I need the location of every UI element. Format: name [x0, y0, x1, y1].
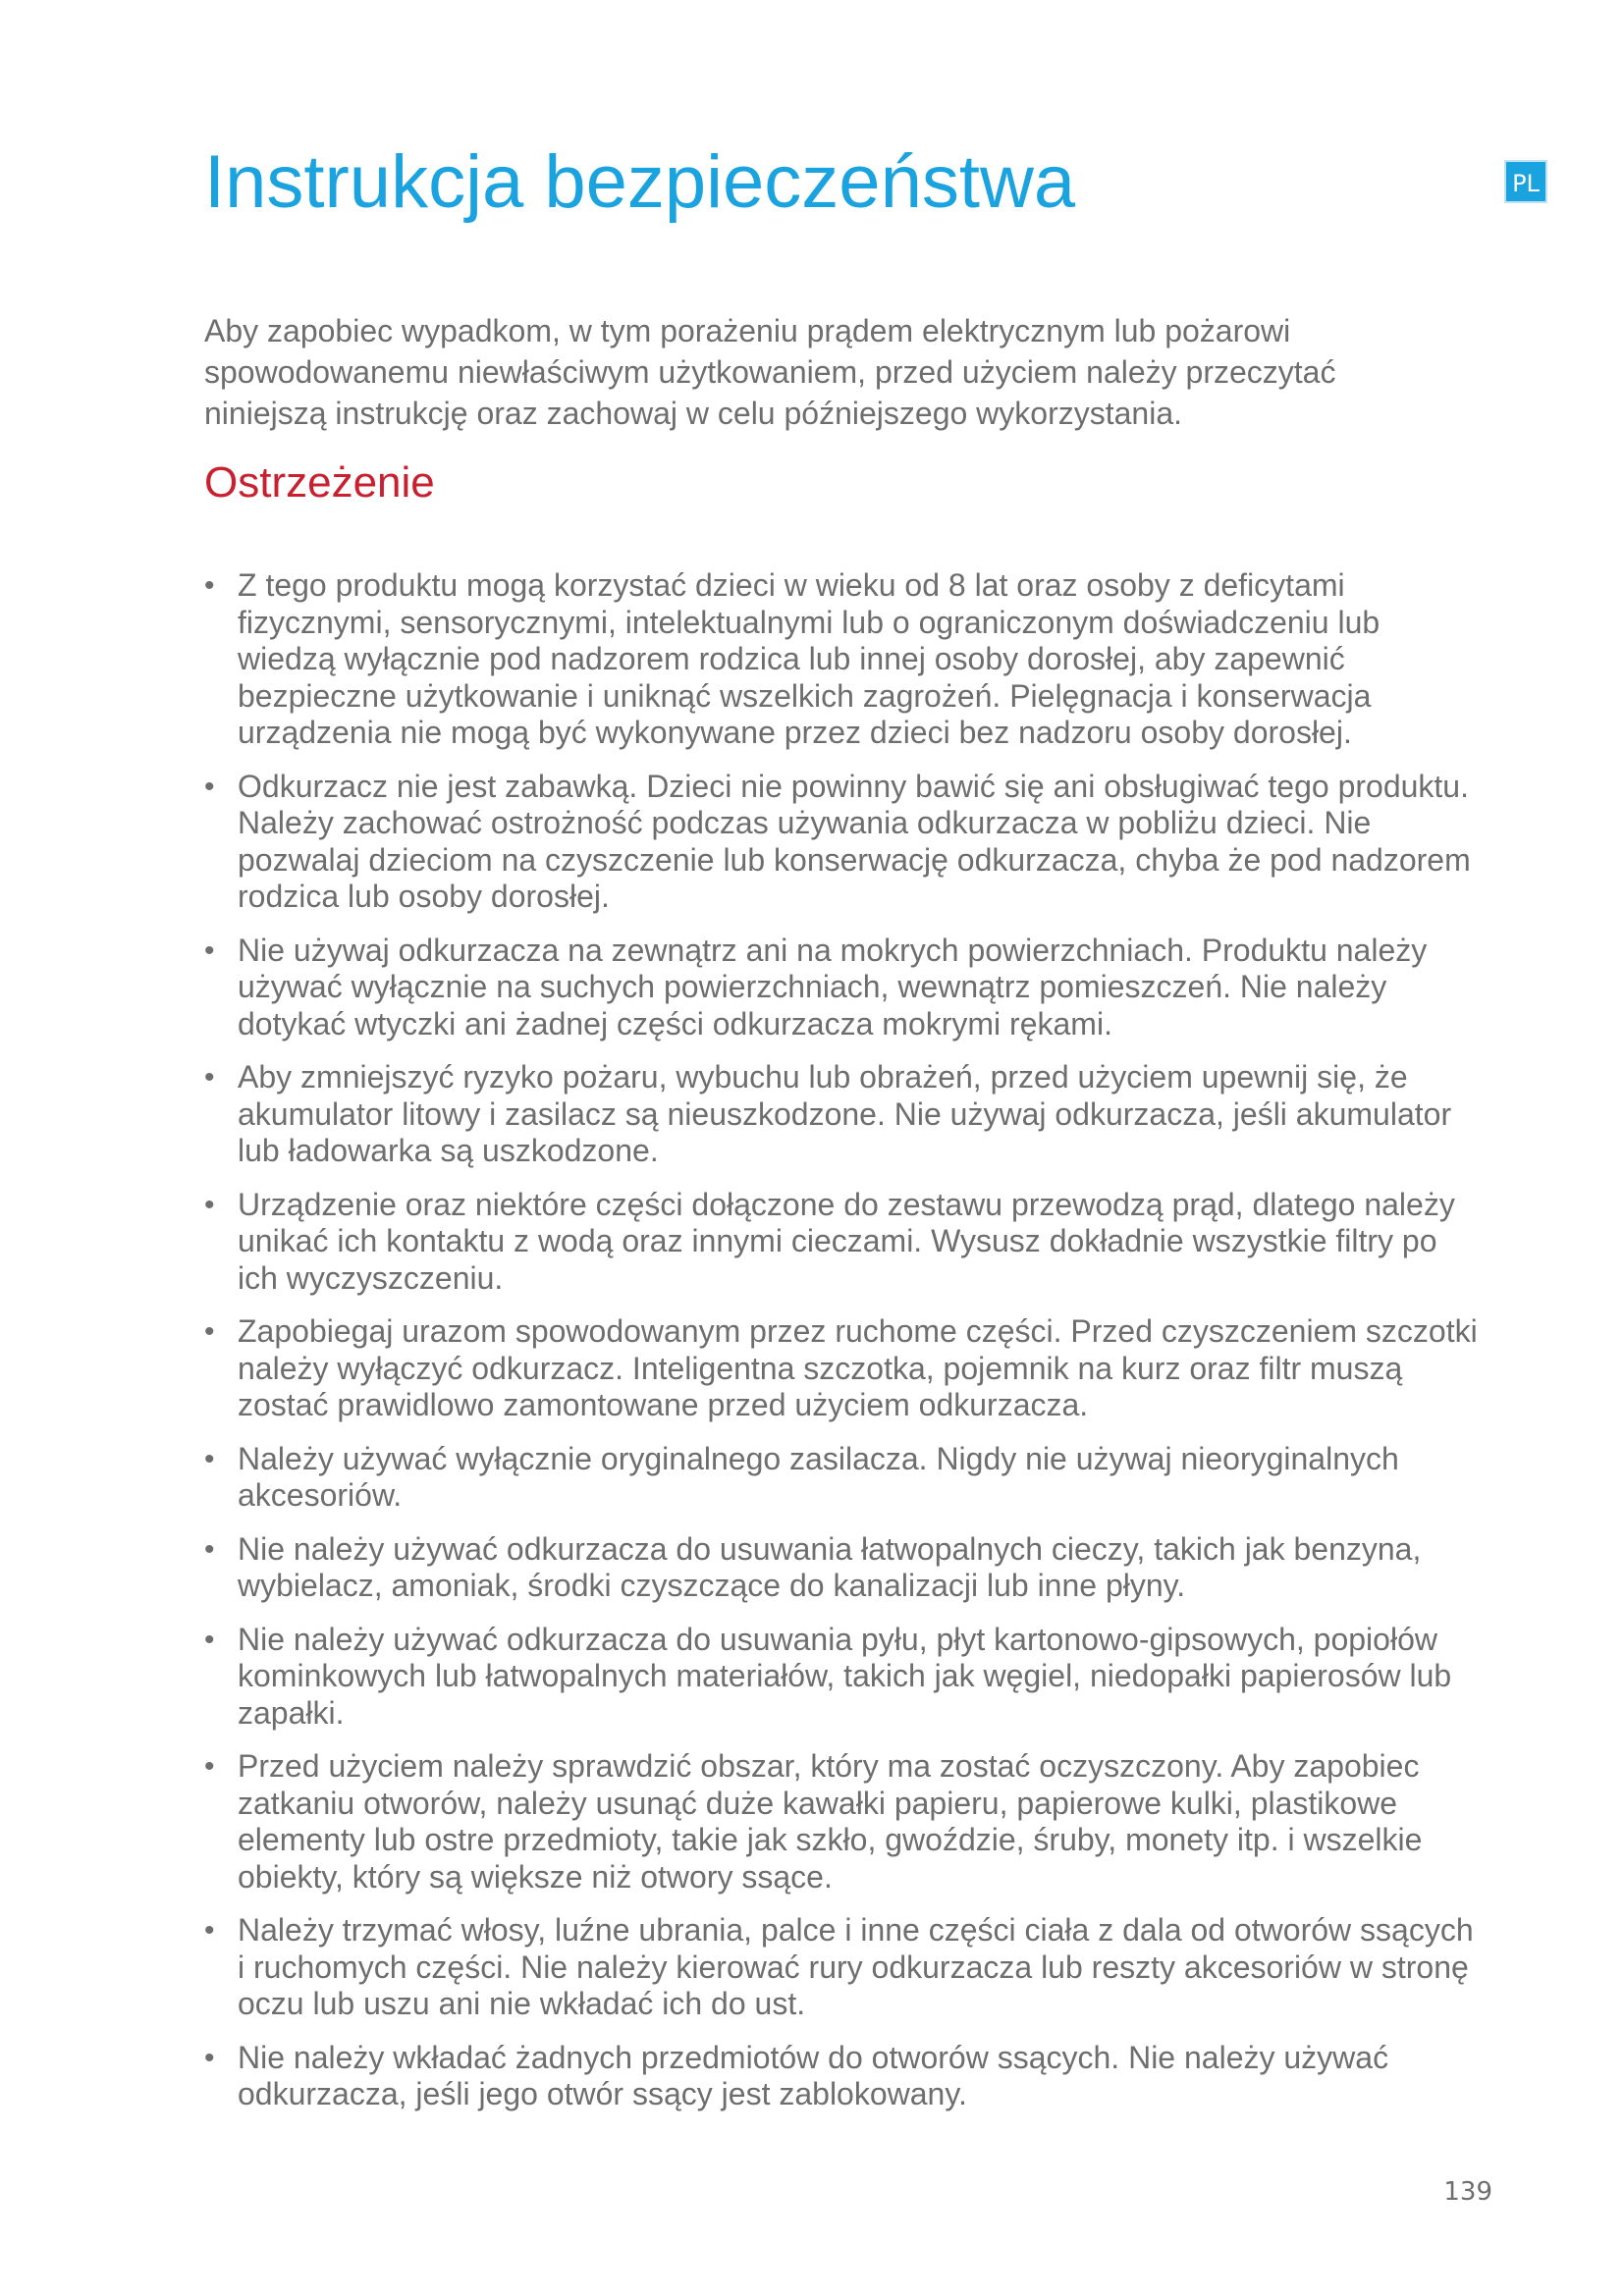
bullet-icon: • — [204, 1914, 215, 1947]
warning-item — [204, 1748, 1481, 1896]
warning-text: Z tego produktu mogą korzystać dzieci w wieku od 8 lat oraz osoby z deficytami fizycznymi, sensorycznymi, intelektualnymi lub o ograniczonym doświadczeniu lub wiedzą wyłącznie pod nadzorem rodzica lub innej osoby dorosłej, aby zapewnić bezpieczne użytkowanie i uniknąć wszelkich zagrożeń. Pielęgnacja i konserwacja urządzenia nie mogą być wykonywane przez dzieci bez nadzoru osoby dorosłej. — [238, 567, 1380, 750]
warning-item — [204, 567, 1481, 752]
bullet-icon: • — [204, 1532, 215, 1566]
warning-text: Nie należy wkładać żadnych przedmiotów do otworów ssących. Nie należy używać odkurzacza, jeśli jego otwór ssący jest zablokowany. — [238, 2039, 1389, 2111]
bullet-icon: • — [204, 1061, 215, 1094]
bullet-icon: • — [204, 569, 215, 602]
warning-text: Zapobiegaj urazom spowodowanym przez ruchome części. Przed czyszczeniem szczotki należy wyłączyć odkurzacz. Inteligentna szczotka, pojemnik na kurz oraz filtr muszą zostać prawidlowo zamontowane przed użyciem odkurzacza. — [238, 1313, 1478, 1422]
warning-item — [204, 1622, 1481, 1733]
warning-text: Należy używać wyłącznie oryginalnego zasilacza. Nigdy nie używaj nieoryginalnych akcesoriów. — [238, 1440, 1399, 1513]
warning-text: Przed użyciem należy sprawdzić obszar, który ma zostać oczyszczony. Aby zapobiec zatkaniu otworów, należy usunąć duże kawałki papieru, papierowe kulki, plastikowe elementy lub ostre przedmioty, takie jak szkło, gwoździe, śruby, monety itp. i wszelkie obiekty, który są większe niż otwory ssące. — [238, 1748, 1423, 1895]
warning-text: Nie używaj odkurzacza na zewnątrz ani na mokrych powierzchniach. Produktu należy używać wyłącznie na suchych powierzchniach, wewnątrz pomieszczeń. Nie należy dotykać wtyczki ani żadnej części odkurzacza mokrymi rękami. — [238, 932, 1428, 1041]
warning-item — [204, 933, 1481, 1043]
page-title: Instrukcja bezpieczeństwa — [204, 140, 1076, 224]
warning-item — [204, 1313, 1481, 1424]
warning-item — [204, 769, 1481, 916]
bullet-icon: • — [204, 1188, 215, 1221]
warning-item — [204, 2040, 1481, 2113]
warning-item — [204, 1187, 1481, 1298]
bullet-icon: • — [204, 1750, 215, 1783]
warning-item — [204, 1531, 1481, 1605]
page-number: 139 — [1443, 2177, 1492, 2207]
warning-item — [204, 1059, 1481, 1170]
bullet-icon: • — [204, 2041, 215, 2074]
intro-paragraph: Aby zapobiec wypadkom, w tym porażeniu prądem elektrycznym lub pożarowi spowodowanemu niewłaściwym użytkowaniem, przed użyciem należy przeczytać niniejszą instrukcję oraz zachowaj w celu późniejszego wykorzystania. — [204, 313, 1336, 431]
warning-text: Nie należy używać odkurzacza do usuwania pyłu, płyt kartonowo-gipsowych, popiołów kominkowych lub łatwopalnych materiałów, takich jak węgiel, niedopałki papierosów lub zapałki. — [238, 1621, 1452, 1731]
warning-text: Aby zmniejszyć ryzyko pożaru, wybuchu lub obrażeń, przed użyciem upewnij się, że akumulator litowy i zasilacz są nieuszkodzone. Nie używaj odkurzacza, jeśli akumulator lub ładowarka są uszkodzone. — [238, 1059, 1452, 1168]
warning-text: Nie należy używać odkurzacza do usuwania łatwopalnych cieczy, takich jak benzyna, wybielacz, amoniak, środki czyszczące do kanalizacji lub inne płyny. — [238, 1530, 1422, 1603]
warning-item — [204, 1912, 1481, 2023]
bullet-icon: • — [204, 1442, 215, 1475]
warning-text: Urządzenie oraz niektóre części dołączone do zestawu przewodzą prąd, dlatego należy unikać ich kontaktu z wodą oraz innymi cieczami. Wysusz dokładnie wszystkie filtry po ich wyczyszczeniu. — [238, 1186, 1455, 1296]
warning-text: Odkurzacz nie jest zabawką. Dzieci nie powinny bawić się ani obsługiwać tego produktu. Należy zachować ostrożność podczas używania odkurzacza w pobliżu dzieci. Nie pozwalaj dzieciom na czyszczenie lub konserwację odkurzacza, chyba że pod nadzorem rodzica lub osoby dorosłej. — [238, 768, 1471, 914]
bullet-icon: • — [204, 1623, 215, 1656]
warning-list — [204, 567, 1481, 2130]
warning-heading: Ostrzeżenie — [204, 458, 435, 507]
warning-item — [204, 1441, 1481, 1515]
bullet-icon: • — [204, 934, 215, 967]
warning-text: Należy trzymać włosy, luźne ubrania, palce i inne części ciała z dala od otworów ssących i ruchomych części. Nie należy kierować rury odkurzacza lub reszty akcesoriów w stronę oczu lub uszu ani nie wkładać ich do ust. — [238, 1912, 1474, 2021]
bullet-icon: • — [204, 770, 215, 803]
language-badge: PL — [1504, 160, 1547, 203]
bullet-icon: • — [204, 1315, 215, 1348]
